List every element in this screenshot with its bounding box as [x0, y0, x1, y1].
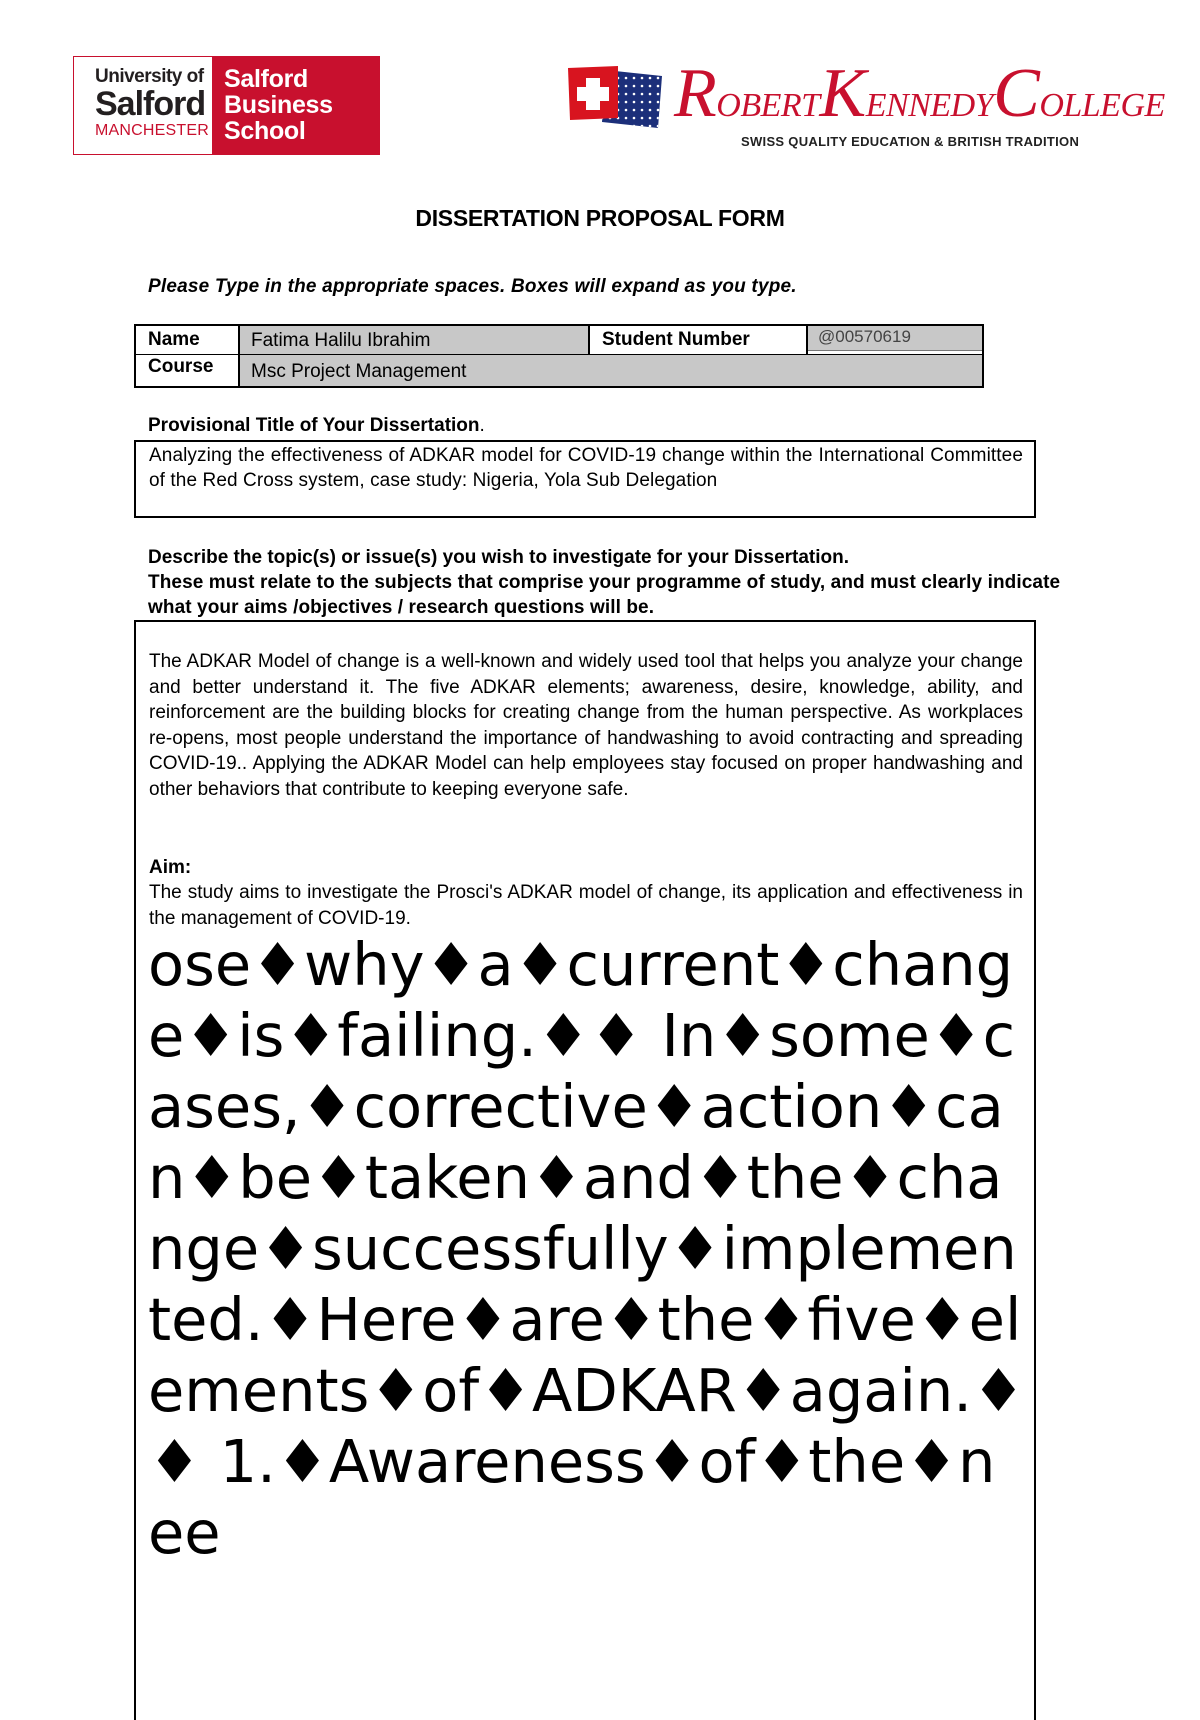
corrupted-text-block: ose♦why♦a♦current♦change♦is♦failing.♦♦ In♦some♦cases,♦corrective♦action♦can♦be♦taken♦and♦the♦change♦successfully♦implemented.♦Here♦are♦the♦five♦elements♦of♦ADKAR♦again.♦♦ 1.♦Awareness♦of♦the♦nee [148, 930, 1025, 1567]
name-field[interactable]: Fatima Halilu Ibrahim [240, 326, 590, 354]
provisional-title-box[interactable] [134, 440, 1036, 518]
logo-school-line-1: Salford [224, 65, 309, 93]
course-field[interactable]: Msc Project Management [240, 354, 982, 386]
business-school-mark [212, 57, 379, 154]
form-instruction: Please Type in the appropriate spaces. Boxes will expand as you type. [148, 276, 797, 297]
describe-topic-box[interactable] [134, 620, 1036, 1720]
intro-paragraph: The ADKAR Model of change is a well-known and widely used tool that helps you analyze your change and better understand it. The five ADKAR elements; awareness, desire, knowledge, ability, and reinforcement are the building blocks for creating change from the human perspective. As workplaces re-opens, most people understand the importance of handwashing to avoid contracting and spreading COVID-19.. Applying the ADKAR Model can help employees stay focused on proper handwashing and other behaviors that contribute to keeping everyone safe. [149, 651, 1023, 800]
rkc-tagline: SWISS QUALITY EDUCATION & BRITISH TRADITION [741, 134, 1080, 149]
provisional-title-label: Provisional Title of Your Dissertation. [148, 415, 485, 436]
rkc-wordmark: ROBERTKENNEDYCOLLEGE [674, 55, 1165, 132]
logo-manchester: MANCHESTER [95, 122, 210, 139]
logo-school-line-2: Business [224, 91, 333, 119]
university-of-salford-mark [74, 57, 212, 154]
robert-kennedy-college-logo [566, 55, 1165, 160]
name-label: Name [136, 326, 240, 354]
form-title: DISSERTATION PROPOSAL FORM [415, 205, 785, 231]
student-number-field[interactable]: @00570619 [808, 326, 982, 351]
describe-topic-label: Describe the topic(s) or issue(s) you wish to investigate for your Dissertation. These must relate to the subjects that comprise your programme of study, and must clearly indicate what your aims /objectives / research questions will be. [148, 547, 1061, 618]
logo-school-line-3: School [224, 117, 306, 145]
salford-business-school-logo [73, 56, 380, 155]
student-number-label: Student Number [590, 326, 808, 354]
logo-salford: Salford [95, 85, 206, 123]
student-info-table [134, 324, 984, 388]
aim-text: The study aims to investigate the Prosci's ADKAR model of change, its application and effectiveness in the management of COVID-19. [149, 882, 1023, 929]
swiss-us-flag-icon [566, 66, 664, 128]
course-label: Course [136, 354, 240, 386]
aim-label: Aim: [149, 857, 192, 878]
logo-university-of: University of [95, 66, 204, 87]
provisional-title-text: Analyzing the effectiveness of ADKAR model for COVID-19 change within the International Committee of the Red Cross system, case study: Nigeria, Yola Sub Delegation [149, 445, 1023, 491]
